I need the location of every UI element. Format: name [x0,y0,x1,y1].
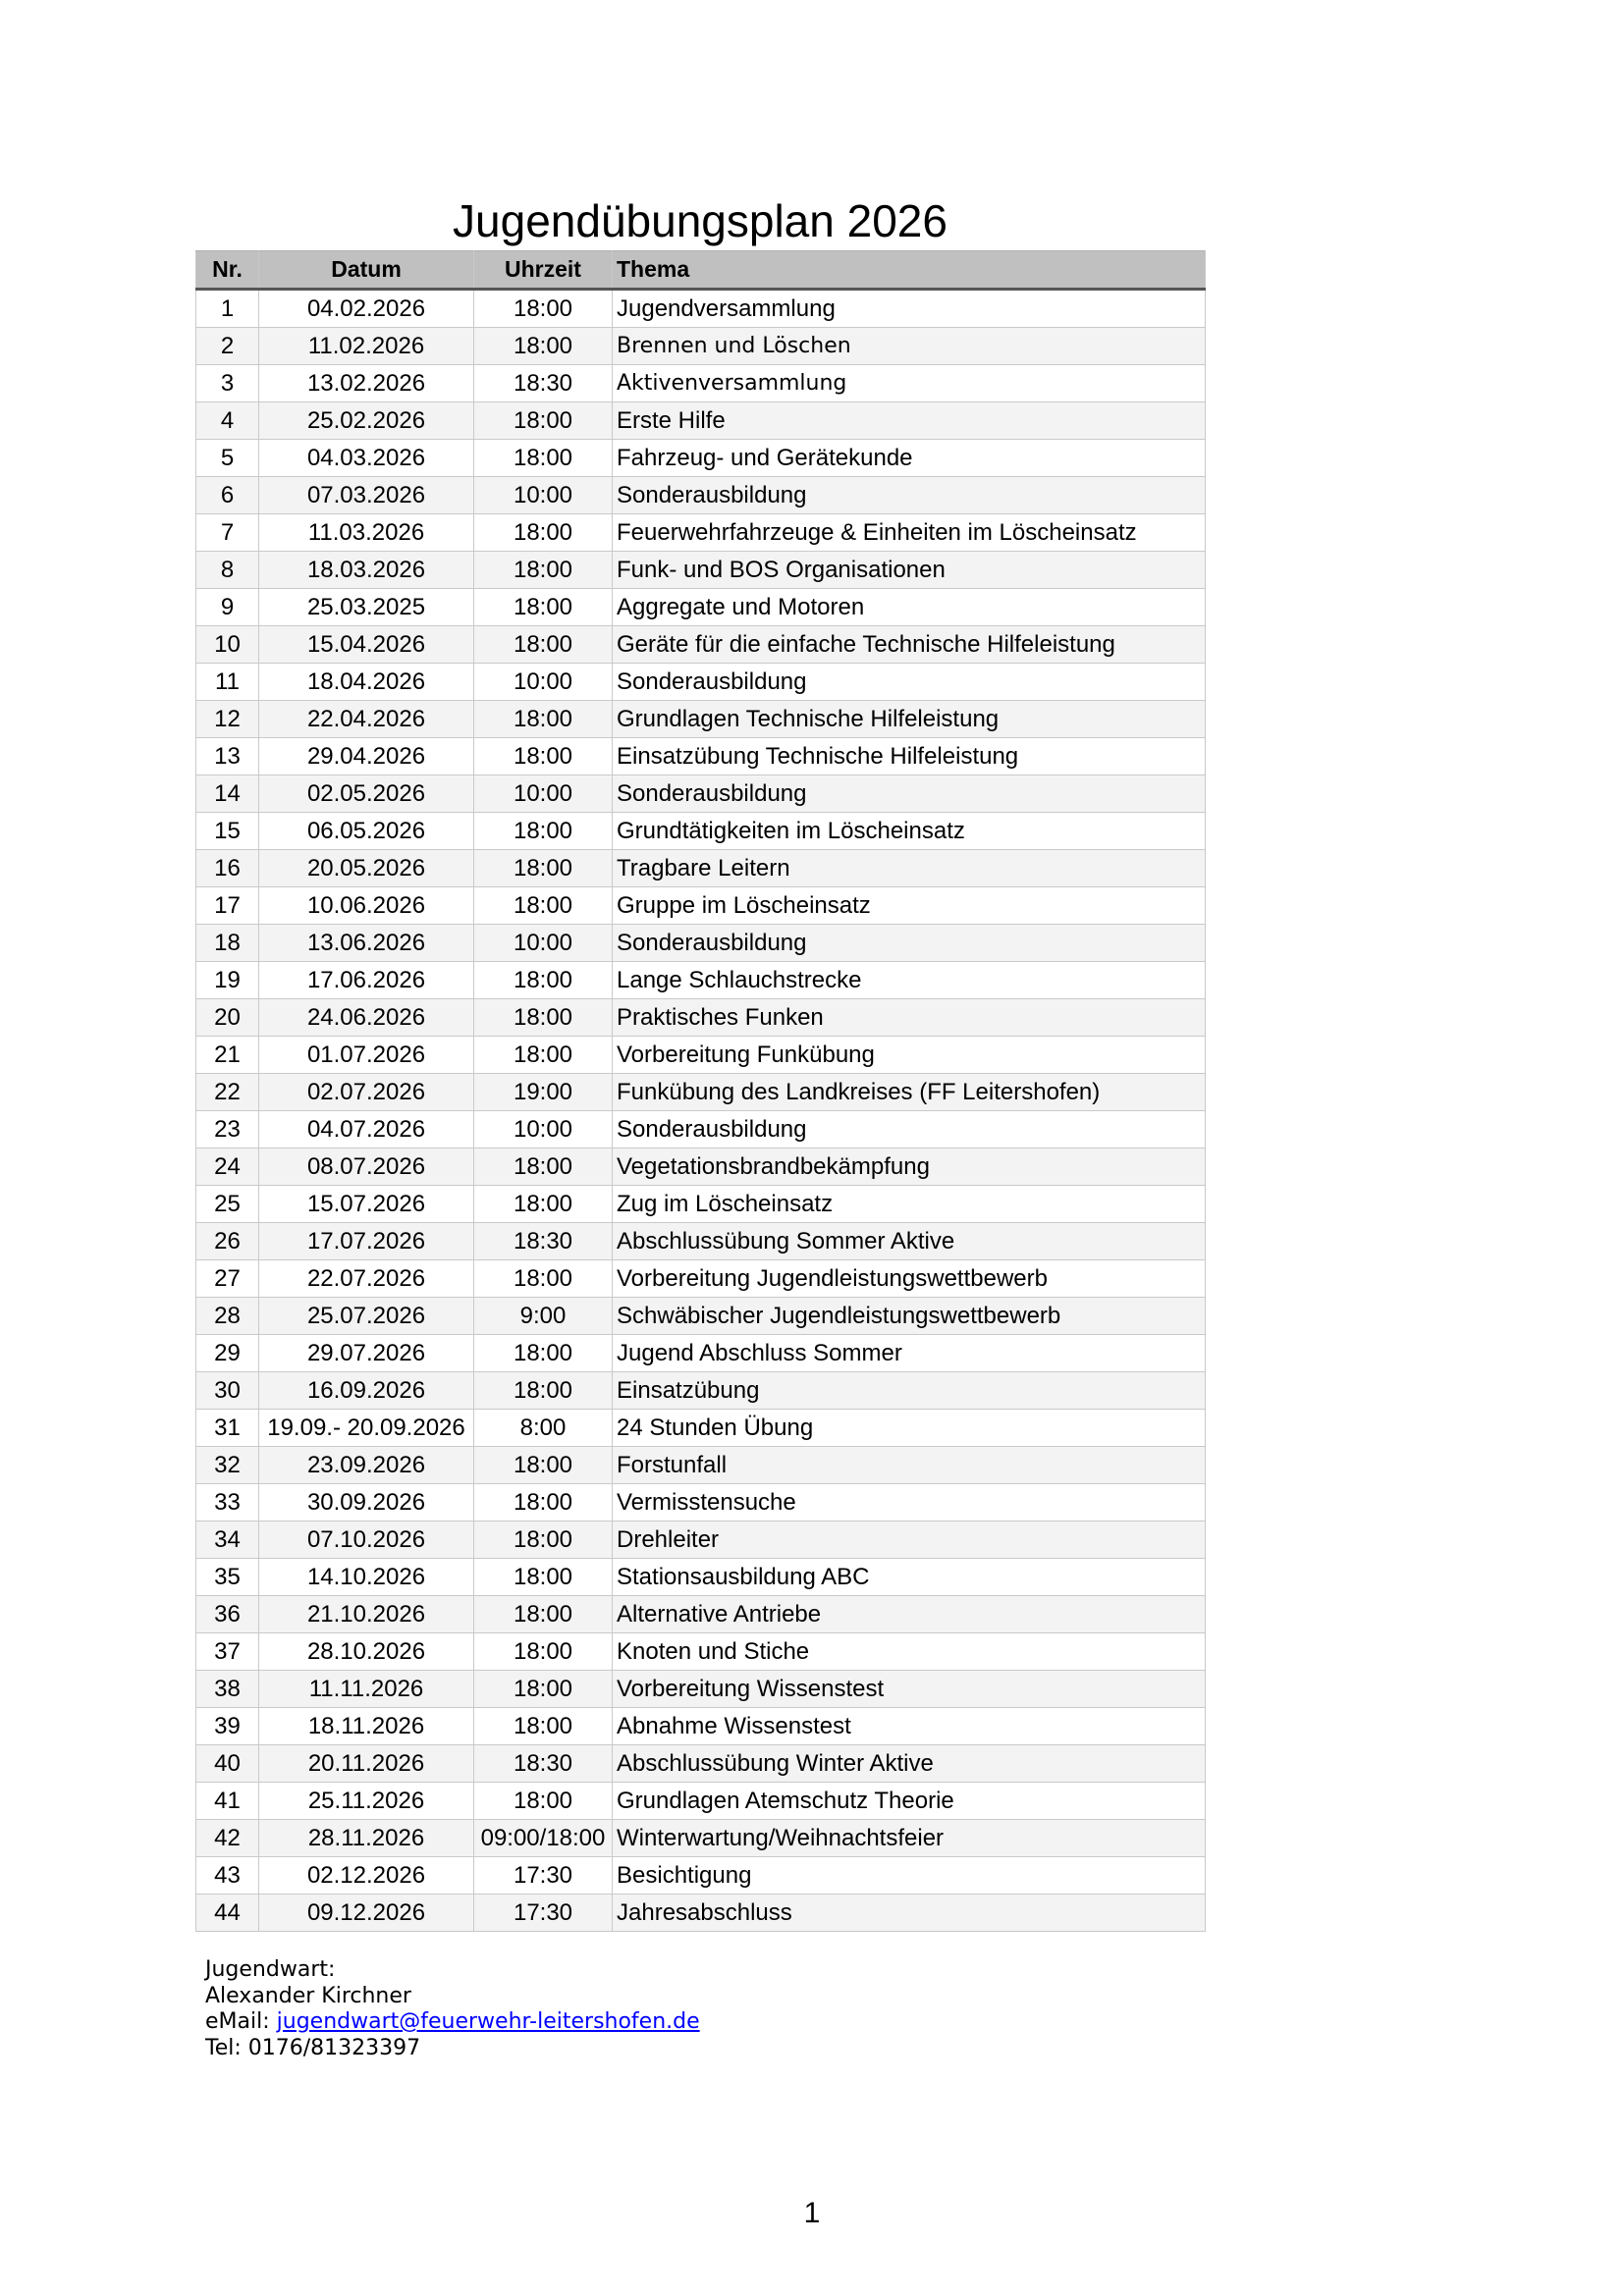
cell-uhrzeit: 18:00 [474,1671,613,1708]
table-row [196,1410,1206,1447]
cell-thema: Praktisches Funken [613,999,1206,1037]
cell-thema: Abschlussübung Sommer Aktive [613,1223,1206,1260]
page-number: 1 [803,2197,821,2229]
cell-uhrzeit: 18:00 [474,1633,613,1671]
table-row [196,290,1206,328]
cell-datum: 07.10.2026 [259,1522,474,1559]
cell-datum: 28.10.2026 [259,1633,474,1671]
cell-thema: Fahrzeug- und Gerätekunde [613,440,1206,477]
cell-uhrzeit: 18:00 [474,1783,613,1820]
cell-datum: 01.07.2026 [259,1037,474,1074]
cell-nr: 9 [196,589,259,626]
table-row [196,1148,1206,1186]
cell-uhrzeit: 18:00 [474,850,613,887]
cell-nr: 10 [196,626,259,664]
cell-datum: 16.09.2026 [259,1372,474,1410]
cell-datum: 11.11.2026 [259,1671,474,1708]
cell-thema: Zug im Löscheinsatz [613,1186,1206,1223]
cell-nr: 41 [196,1783,259,1820]
table-row [196,477,1206,514]
table-row [196,1522,1206,1559]
cell-uhrzeit: 18:00 [474,440,613,477]
cell-uhrzeit: 18:00 [474,887,613,925]
table-row [196,1223,1206,1260]
cell-datum: 25.03.2025 [259,589,474,626]
table-row [196,1857,1206,1895]
cell-thema: Vegetationsbrandbekämpfung [613,1148,1206,1186]
cell-thema: Knoten und Stiche [613,1633,1206,1671]
cell-thema: Vorbereitung Jugendleistungswettbewerb [613,1260,1206,1298]
cell-thema: Forstunfall [613,1447,1206,1484]
cell-thema: Einsatzübung Technische Hilfeleistung [613,738,1206,775]
cell-nr: 27 [196,1260,259,1298]
table-body [196,290,1206,1932]
cell-uhrzeit: 18:00 [474,626,613,664]
email-link[interactable]: jugendwart@feuerwehr-leitershofen.de [276,2009,700,2034]
cell-nr: 3 [196,365,259,402]
table-row [196,1260,1206,1298]
cell-thema: Einsatzübung [613,1372,1206,1410]
cell-nr: 4 [196,402,259,440]
cell-thema: Winterwartung/Weihnachtsfeier [613,1820,1206,1857]
cell-thema: Abschlussübung Winter Aktive [613,1745,1206,1783]
contact-name: Alexander Kirchner [205,1983,411,2008]
cell-thema: Aggregate und Motoren [613,589,1206,626]
cell-uhrzeit: 10:00 [474,925,613,962]
cell-nr: 29 [196,1335,259,1372]
cell-uhrzeit: 9:00 [474,1298,613,1335]
cell-nr: 7 [196,514,259,552]
cell-thema: Drehleiter [613,1522,1206,1559]
cell-nr: 43 [196,1857,259,1895]
cell-datum: 02.05.2026 [259,775,474,813]
cell-nr: 18 [196,925,259,962]
cell-thema: Jugend Abschluss Sommer [613,1335,1206,1372]
cell-nr: 5 [196,440,259,477]
cell-nr: 14 [196,775,259,813]
cell-thema: Vermisstensuche [613,1484,1206,1522]
cell-thema: Tragbare Leitern [613,850,1206,887]
cell-uhrzeit: 18:00 [474,1372,613,1410]
cell-thema: Sonderausbildung [613,925,1206,962]
table-row [196,1745,1206,1783]
cell-datum: 29.04.2026 [259,738,474,775]
cell-nr: 11 [196,664,259,701]
cell-datum: 19.09.- 20.09.2026 [259,1410,474,1447]
cell-uhrzeit: 18:00 [474,1335,613,1372]
cell-thema: Vorbereitung Funkübung [613,1037,1206,1074]
cell-uhrzeit: 18:00 [474,589,613,626]
table-row [196,999,1206,1037]
cell-datum: 29.07.2026 [259,1335,474,1372]
cell-nr: 42 [196,1820,259,1857]
cell-thema: Erste Hilfe [613,402,1206,440]
cell-datum: 13.06.2026 [259,925,474,962]
cell-thema: Grundlagen Atemschutz Theorie [613,1783,1206,1820]
cell-uhrzeit: 18:00 [474,1148,613,1186]
cell-datum: 08.07.2026 [259,1148,474,1186]
cell-thema: Gruppe im Löscheinsatz [613,887,1206,925]
cell-datum: 22.04.2026 [259,701,474,738]
cell-datum: 21.10.2026 [259,1596,474,1633]
cell-uhrzeit: 18:00 [474,1708,613,1745]
cell-datum: 04.07.2026 [259,1111,474,1148]
table-row [196,1074,1206,1111]
cell-nr: 26 [196,1223,259,1260]
cell-thema: Alternative Antriebe [613,1596,1206,1633]
cell-thema: Jahresabschluss [613,1895,1206,1932]
cell-thema: 24 Stunden Übung [613,1410,1206,1447]
cell-uhrzeit: 09:00/18:00 [474,1820,613,1857]
table-row [196,1671,1206,1708]
table-header [196,251,1206,290]
table-row [196,887,1206,925]
cell-thema: Geräte für die einfache Technische Hilfeleistung [613,626,1206,664]
cell-thema: Sonderausbildung [613,775,1206,813]
cell-nr: 34 [196,1522,259,1559]
contact-block [205,1957,700,2061]
cell-datum: 18.03.2026 [259,552,474,589]
cell-uhrzeit: 18:00 [474,1522,613,1559]
cell-nr: 8 [196,552,259,589]
cell-datum: 20.11.2026 [259,1745,474,1783]
cell-thema: Jugendversammlung [613,290,1206,328]
cell-datum: 25.02.2026 [259,402,474,440]
cell-nr: 1 [196,290,259,328]
table-row [196,1596,1206,1633]
table-row [196,1484,1206,1522]
cell-datum: 04.03.2026 [259,440,474,477]
cell-nr: 36 [196,1596,259,1633]
table-row [196,738,1206,775]
cell-thema: Besichtigung [613,1857,1206,1895]
cell-datum: 11.03.2026 [259,514,474,552]
column-header-nr: Nr. [196,251,259,290]
cell-nr: 15 [196,813,259,850]
table-row [196,1783,1206,1820]
cell-thema: Vorbereitung Wissenstest [613,1671,1206,1708]
cell-uhrzeit: 18:30 [474,1223,613,1260]
cell-datum: 07.03.2026 [259,477,474,514]
cell-uhrzeit: 18:00 [474,328,613,365]
column-header-thema: Thema [613,251,1206,290]
cell-uhrzeit: 18:00 [474,738,613,775]
cell-nr: 30 [196,1372,259,1410]
cell-thema: Grundlagen Technische Hilfeleistung [613,701,1206,738]
contact-role: Jugendwart: [205,1957,336,1982]
cell-datum: 06.05.2026 [259,813,474,850]
cell-nr: 39 [196,1708,259,1745]
cell-nr: 40 [196,1745,259,1783]
table-row [196,1186,1206,1223]
cell-thema: Schwäbischer Jugendleistungswettbewerb [613,1298,1206,1335]
cell-datum: 09.12.2026 [259,1895,474,1932]
table-header-row [196,251,1206,290]
contact-email-line [205,2009,700,2036]
cell-datum: 17.06.2026 [259,962,474,999]
column-header-datum: Datum [259,251,474,290]
cell-uhrzeit: 10:00 [474,1111,613,1148]
phone-number: 0176/81323397 [247,2035,421,2060]
cell-uhrzeit: 18:00 [474,552,613,589]
cell-nr: 37 [196,1633,259,1671]
cell-uhrzeit: 18:00 [474,1559,613,1596]
cell-nr: 22 [196,1074,259,1111]
cell-nr: 16 [196,850,259,887]
cell-thema: Lange Schlauchstrecke [613,962,1206,999]
cell-thema: Feuerwehrfahrzeuge & Einheiten im Löscheinsatz [613,514,1206,552]
table-row [196,701,1206,738]
table-row [196,664,1206,701]
cell-uhrzeit: 18:00 [474,701,613,738]
page-title: Jugendübungsplan 2026 [453,195,947,246]
cell-datum: 22.07.2026 [259,1260,474,1298]
cell-uhrzeit: 18:00 [474,1447,613,1484]
cell-datum: 18.04.2026 [259,664,474,701]
table-row [196,1633,1206,1671]
cell-thema: Sonderausbildung [613,477,1206,514]
cell-datum: 25.11.2026 [259,1783,474,1820]
cell-thema: Abnahme Wissenstest [613,1708,1206,1745]
table-row [196,1559,1206,1596]
cell-datum: 25.07.2026 [259,1298,474,1335]
cell-thema: Brennen und Löschen [613,328,1206,365]
cell-nr: 24 [196,1148,259,1186]
cell-uhrzeit: 18:00 [474,1186,613,1223]
cell-uhrzeit: 18:30 [474,365,613,402]
cell-uhrzeit: 18:00 [474,514,613,552]
table-row [196,1372,1206,1410]
cell-thema: Aktivenversammlung [613,365,1206,402]
cell-uhrzeit: 18:30 [474,1745,613,1783]
cell-uhrzeit: 18:00 [474,1484,613,1522]
cell-datum: 10.06.2026 [259,887,474,925]
cell-nr: 21 [196,1037,259,1074]
cell-datum: 02.07.2026 [259,1074,474,1111]
cell-thema: Grundtätigkeiten im Löscheinsatz [613,813,1206,850]
cell-thema: Sonderausbildung [613,1111,1206,1148]
cell-nr: 2 [196,328,259,365]
cell-uhrzeit: 10:00 [474,477,613,514]
cell-uhrzeit: 19:00 [474,1074,613,1111]
cell-uhrzeit: 18:00 [474,999,613,1037]
cell-nr: 19 [196,962,259,999]
cell-nr: 31 [196,1410,259,1447]
table-row [196,1037,1206,1074]
cell-nr: 35 [196,1559,259,1596]
table-row [196,626,1206,664]
table-row [196,813,1206,850]
table-row [196,1111,1206,1148]
table-row [196,1708,1206,1745]
cell-nr: 33 [196,1484,259,1522]
cell-datum: 11.02.2026 [259,328,474,365]
phone-label: Tel: [205,2035,242,2060]
cell-thema: Funkübung des Landkreises (FF Leitershofen) [613,1074,1206,1111]
table-row [196,514,1206,552]
cell-uhrzeit: 10:00 [474,664,613,701]
cell-datum: 28.11.2026 [259,1820,474,1857]
cell-uhrzeit: 17:30 [474,1857,613,1895]
table-row [196,402,1206,440]
cell-nr: 38 [196,1671,259,1708]
cell-thema: Sonderausbildung [613,664,1206,701]
training-schedule-table [195,250,1206,1932]
cell-uhrzeit: 18:00 [474,1260,613,1298]
cell-uhrzeit: 18:00 [474,1037,613,1074]
cell-datum: 15.07.2026 [259,1186,474,1223]
table-row [196,1298,1206,1335]
cell-nr: 13 [196,738,259,775]
table-row [196,440,1206,477]
cell-thema: Stationsausbildung ABC [613,1559,1206,1596]
cell-datum: 15.04.2026 [259,626,474,664]
cell-datum: 18.11.2026 [259,1708,474,1745]
cell-thema: Funk- und BOS Organisationen [613,552,1206,589]
cell-datum: 14.10.2026 [259,1559,474,1596]
table-row [196,962,1206,999]
cell-datum: 20.05.2026 [259,850,474,887]
table-row [196,1335,1206,1372]
cell-nr: 44 [196,1895,259,1932]
cell-uhrzeit: 18:00 [474,813,613,850]
table-row [196,925,1206,962]
email-label: eMail: [205,2009,270,2034]
cell-datum: 13.02.2026 [259,365,474,402]
cell-uhrzeit: 18:00 [474,290,613,328]
cell-datum: 17.07.2026 [259,1223,474,1260]
table-row [196,775,1206,813]
table-row [196,1895,1206,1932]
table-row [196,850,1206,887]
cell-uhrzeit: 17:30 [474,1895,613,1932]
cell-nr: 23 [196,1111,259,1148]
cell-datum: 30.09.2026 [259,1484,474,1522]
cell-datum: 04.02.2026 [259,290,474,328]
cell-nr: 28 [196,1298,259,1335]
cell-uhrzeit: 18:00 [474,402,613,440]
column-header-uhrzeit: Uhrzeit [474,251,613,290]
cell-uhrzeit: 18:00 [474,1596,613,1633]
table-row [196,365,1206,402]
table-row [196,1820,1206,1857]
table-row [196,1447,1206,1484]
cell-uhrzeit: 18:00 [474,962,613,999]
cell-datum: 02.12.2026 [259,1857,474,1895]
cell-datum: 23.09.2026 [259,1447,474,1484]
cell-nr: 25 [196,1186,259,1223]
table-row [196,589,1206,626]
contact-phone-line [205,2036,700,2062]
cell-datum: 24.06.2026 [259,999,474,1037]
cell-nr: 32 [196,1447,259,1484]
table-row [196,328,1206,365]
cell-nr: 6 [196,477,259,514]
cell-uhrzeit: 10:00 [474,775,613,813]
cell-nr: 20 [196,999,259,1037]
table-row [196,552,1206,589]
cell-nr: 17 [196,887,259,925]
cell-uhrzeit: 8:00 [474,1410,613,1447]
cell-nr: 12 [196,701,259,738]
